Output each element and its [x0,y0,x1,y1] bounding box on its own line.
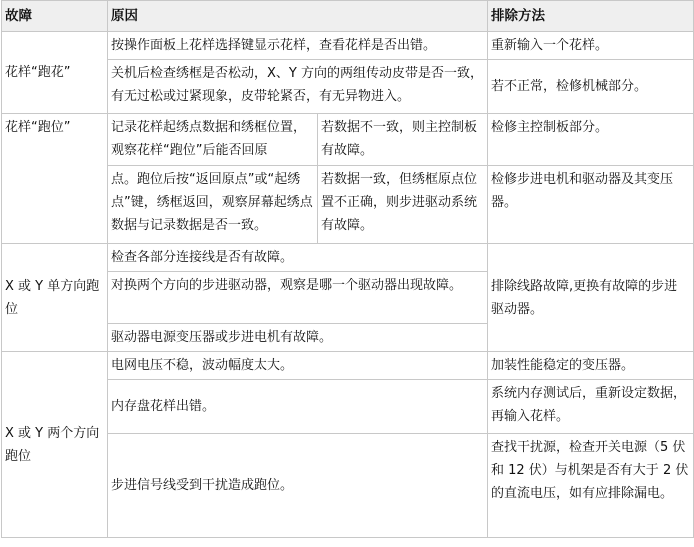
header-row [2,1,694,32]
cause-cell: 内存盘花样出错。 [108,380,488,434]
fault-pattern-shift: 花样“跑位” [2,114,108,244]
remedy-cell: 查找干扰源，检查开关电源（5 伏和 12 伏）与机架是否有大于 2 伏的直流电压，如有应排除漏电。 [488,434,694,538]
cause-cell: 关机后检查绣框是否松动，X、Y 方向的两组传动皮带是否一致，有无过松或过紧现象，皮带轮紧否，有无异物进入。 [108,60,488,114]
remedy-cell: 排除线路故障,更换有故障的步进驱动器。 [488,244,694,352]
fault-dual-axis: X 或 Y 两个方向跑位 [2,352,108,538]
condition-cell: 若数据一致，但绣框原点位置不正确，则步进驱动系统有故障。 [318,166,488,244]
fault-single-axis: X 或 Y 单方向跑位 [2,244,108,352]
remedy-cell: 若不正常，检修机械部分。 [488,60,694,114]
cause-cell: 电网电压不稳，波动幅度太大。 [108,352,488,380]
header-cause: 原因 [108,1,488,32]
remedy-cell: 重新输入一个花样。 [488,32,694,60]
fault-pattern-skip: 花样“跑花” [2,32,108,114]
remedy-cell: 系统内存测试后，重新设定数据，再输入花样。 [488,380,694,434]
remedy-cell: 加装性能稳定的变压器。 [488,352,694,380]
table-row [2,114,694,166]
header-fault: 故障 [2,1,108,32]
table-row [2,244,694,272]
remedy-cell: 检修主控制板部分。 [488,114,694,166]
cause-cell: 步进信号线受到干扰造成跑位。 [108,434,488,538]
cause-cell: 记录花样起绣点数据和绣框位置，观察花样“跑位”后能否回原 [108,114,318,166]
remedy-cell: 检修步进电机和驱动器及其变压器。 [488,166,694,244]
cause-cell: 对换两个方向的步进驱动器，观察是哪一个驱动器出现故障。 [108,272,488,324]
fault-table [1,0,694,538]
table-row [2,352,694,380]
cause-cell: 驱动器电源变压器或步进电机有故障。 [108,324,488,352]
condition-cell: 若数据不一致，则主控制板有故障。 [318,114,488,166]
cause-cell: 检查各部分连接线是否有故障。 [108,244,488,272]
header-remedy: 排除方法 [488,1,694,32]
table-row [2,32,694,60]
cause-cell: 按操作面板上花样选择键显示花样，查看花样是否出错。 [108,32,488,60]
cause-cell: 点。跑位后按“返回原点”或“起绣点”键，绣框返回，观察屏幕起绣点数据与记录数据是否一致。 [108,166,318,244]
